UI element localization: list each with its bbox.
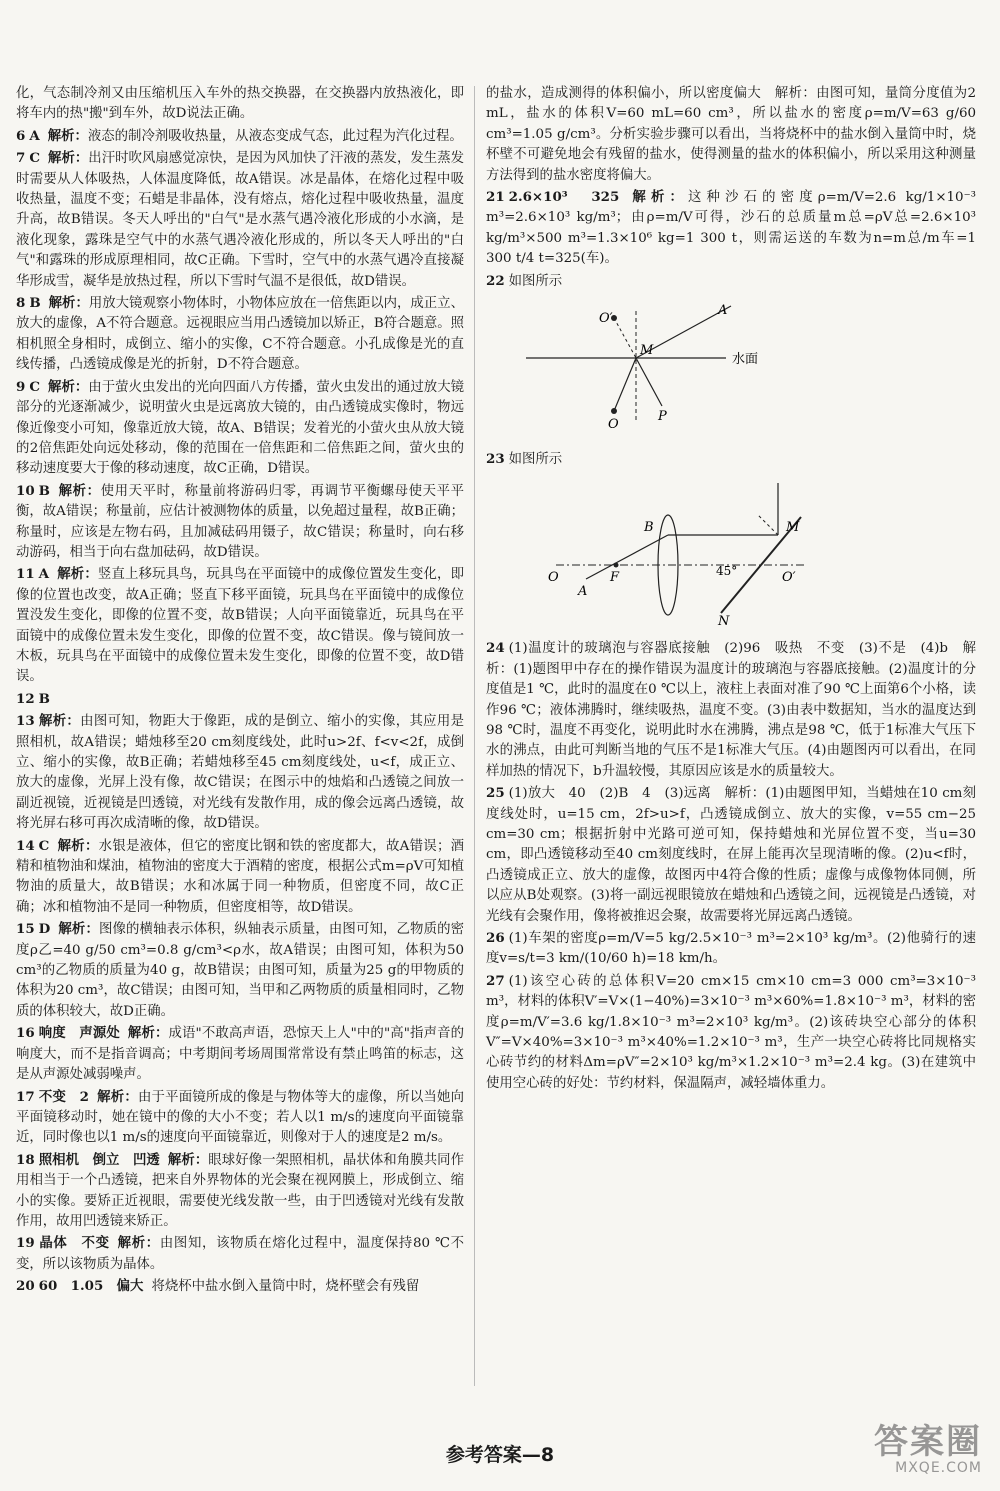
answer-text: 眼球好像一架照相机，晶状体和角膜共同作用相当于一个凸透镜，把来自外界物体的光会聚在视网膜上，形成倒立、缩小的实像。要矫正近视眼，需要使光线发散一些，由于凹透镜对光线有发散作用，故用凹透镜来矫正。 xyxy=(16,1152,465,1229)
answer-item xyxy=(486,638,976,782)
analysis-label: 解析： xyxy=(38,713,81,730)
question-number: 24 xyxy=(486,640,505,657)
answer-item xyxy=(16,564,464,687)
answer-item xyxy=(486,783,976,927)
answer-text: 如图所示 xyxy=(508,273,563,289)
analysis-label: 解析： xyxy=(58,921,99,938)
answer-item xyxy=(16,481,464,564)
answer-item xyxy=(16,126,464,147)
watermark-logo xyxy=(822,1424,982,1480)
question-number: 27 xyxy=(486,972,505,989)
ray-from-o xyxy=(614,358,636,411)
label-b: B xyxy=(644,519,654,535)
answer-value: B xyxy=(29,295,41,312)
answer-item xyxy=(486,971,976,1094)
analysis-label: 解析： xyxy=(627,189,689,206)
analysis-label: 解析： xyxy=(47,127,88,144)
label-a: A xyxy=(718,303,728,319)
answer-item xyxy=(16,1276,464,1297)
analysis-label: 解析： xyxy=(48,378,89,395)
figure-23-lens-mirror xyxy=(486,475,976,632)
question-number: 13 xyxy=(16,713,35,730)
question-number: 19 xyxy=(16,1235,35,1252)
ray-to-p xyxy=(636,358,662,406)
mirror-normal xyxy=(758,515,778,535)
watermark-main: 答案圈 xyxy=(874,1422,982,1462)
answer-text: 竖直上移玩具鸟，玩具鸟在平面镜中的成像位置发生变化，即像的位置也改变，故A正确；竖直下移平面镜，玩具鸟在平面镜中的成像位置没发生变化，即像的位置不变，故B错误；人向平面镜靠近，玩具鸟在平面镜中的成像位置未发生变化，即像的位置不变，故C错误。像与镜间放一木板，玩具鸟在平面镜中的成像位置未发生变化，即像的位置不变，故D错误。 xyxy=(16,567,465,685)
question-number: 20 xyxy=(16,1278,35,1295)
question-number: 9 xyxy=(16,378,26,395)
answer-item xyxy=(486,271,976,292)
answer-value: B xyxy=(38,482,50,499)
question-number: 11 xyxy=(16,566,35,583)
answer-value: 晶体 不变 xyxy=(38,1235,110,1252)
analysis-label: 解析： xyxy=(127,1025,169,1042)
answer-text: 如图所示 xyxy=(508,452,563,468)
answer-value: 不变 2 xyxy=(38,1088,89,1105)
question-number: 18 xyxy=(16,1151,35,1168)
answer-value: B xyxy=(38,690,50,707)
answer-item xyxy=(16,1233,464,1275)
dashed-ray-upper xyxy=(614,318,636,358)
answer-item xyxy=(16,1087,464,1149)
left-column xyxy=(16,84,464,1299)
answer-value: 响度 声源处 xyxy=(38,1025,120,1042)
question-number: 14 xyxy=(16,837,35,854)
question-number: 21 xyxy=(486,189,505,206)
question-number: 23 xyxy=(486,451,505,468)
answer-value: 照相机 倒立 凹透 xyxy=(38,1151,160,1168)
analysis-label: 解析： xyxy=(57,482,101,499)
answer-text: 用放大镜观察小物体时，小物体应放在一倍焦距以内，成正立、放大的虚像，A不符合题意。远视眼应当用凸透镜加以矫正，B符合题意。照相机照全身相时，成倒立、缩小的实像，C不符合题意。小孔成像是光的直线传播，凸透镜成像是光的折射，D不符合题意。 xyxy=(16,296,465,373)
answer-item xyxy=(16,377,464,480)
figure-22-refraction xyxy=(486,296,976,443)
label-o: O xyxy=(548,569,559,585)
refraction-diagram xyxy=(486,296,786,436)
answer-text: 由于平面镜所成的像是与物体等大的虚像，所以当她向平面镜移动时，她在镜中的像的大小不变；若人以1 m/s的速度向平面镜靠近，同时像也以1 m/s的速度向平面镜靠近，则像对于人的速度是2 m/s。 xyxy=(16,1089,465,1146)
answer-value: C xyxy=(29,150,40,167)
answer-text: 水银是液体，但它的密度比钢和铁的密度都大，故A错误；酒精和植物油和煤油，植物油的密度大于酒精的密度，根据公式m=ρV可知植物油的质量大，故B错误；水和冰属于同一种物质，但密度不同，故C正确；冰和植物油不是同一种物质，但密度相等，故D错误。 xyxy=(16,838,465,915)
label-o-prime: O′ xyxy=(599,311,613,327)
label-m: M xyxy=(640,343,654,359)
answer-text: (1)车架的密度ρ=m/V=5 kg/2.5×10⁻³ m³=2×10³ kg/m³。(2)他骑行的速度v=s/t=3 km/(10/60 h)=18 km/h。 xyxy=(486,930,976,967)
answer-item xyxy=(486,84,976,186)
answer-item xyxy=(16,919,464,1022)
question-number: 22 xyxy=(486,272,505,289)
right-column xyxy=(486,84,976,1095)
answer-value: 60 1.05 偏大 xyxy=(38,1278,144,1295)
watermark-sub: MXQE.COM xyxy=(895,1460,982,1476)
label-a: A xyxy=(578,583,588,599)
analysis-label: 解析： xyxy=(57,837,99,854)
question-number: 16 xyxy=(16,1025,35,1042)
analysis-label: 解析： xyxy=(96,1088,138,1105)
lens-mirror-diagram xyxy=(486,475,826,625)
question-number: 25 xyxy=(486,785,505,802)
answer-text: 液态的制冷剂吸收热量，从液态变成气态，此过程为汽化过程。 xyxy=(87,128,463,144)
label-n: N xyxy=(718,613,730,625)
answer-value: A xyxy=(38,566,50,583)
answer-item xyxy=(16,84,464,125)
label-p: P xyxy=(658,409,667,425)
label-o: O xyxy=(608,417,619,433)
answer-text: 图像的横轴表示体积，纵轴表示质量，由图可知，乙物质的密度ρ乙=40 g/50 cm³=0.8 g/cm³<ρ水，故A错误；由图可知，体积为50 cm³的乙物质的质量为40 g，故B错误；由图可知，质量为25 g的甲物质的体积为20 cm³，故C错误；由图可知，当甲和乙两物质的质量相同时，乙物质的体积较大，故D正确。 xyxy=(16,922,465,1019)
analysis-label: 解析： xyxy=(48,150,89,167)
label-o-prime: O′ xyxy=(782,569,796,585)
label-f: F xyxy=(610,569,620,585)
answer-text: (1)该空心砖的总体积V=20 cm×15 cm×10 cm=3 000 cm³=3×10⁻³ m³，材料的体积V′=V×(1−40%)=3×10⁻³ m³×60%=1.8×10⁻³ m³，材料的密度ρ=m/V′=3.6 kg/1.8×10⁻³ m³=2×10³ kg/m³。(2)该砖块空心部分的体积V″=V×40%=3×10⁻³ m³×40%=1.2×10⁻³ m³，生产一块空心砖将比同规格实心砖节约的材料Δm=ρV″=2×10³ kg/m³×1.2×10⁻³ m³=2.4 kg。(3)在建筑中使用空心砖的好处：节约材料，保温隔声，减轻墙体重力。 xyxy=(486,973,976,1091)
question-number: 12 xyxy=(16,690,35,707)
label-water-surface: 水面 xyxy=(732,352,759,368)
answer-text: (1)放大 40 (2)B 4 (3)远离 解析：(1)由题图甲知，当蜡烛在10 cm刻度线处时，u=15 cm，2f>u>f，凸透镜成倒立、放大的实像，v=55 cm−25 cm=30 cm；根据折射中光路可逆可知，保持蜡烛和光屏位置不变，当u=30 cm，即凸透镜移动至40 cm刻度线时，在屏上能再次呈现清晰的像。(2)u<f时，凸透镜成正立、放大的虚像，故图丙中4符合像的性质；虚像与成像物体同侧，所以应从B处观察。(3)将一副远视眼镜放在蜡烛和凸透镜之间，远视镜是凸透镜，对光线有会聚作用，像将被推迟会聚，故需要将光屏远离凸透镜。 xyxy=(486,786,976,924)
answer-item xyxy=(16,711,464,834)
answer-item xyxy=(16,1023,464,1085)
answer-item xyxy=(486,449,976,470)
answer-text: 由图知，该物质在熔化过程中，温度保持80 ℃不变，所以该物质为晶体。 xyxy=(16,1236,465,1272)
answer-item xyxy=(16,689,464,710)
answer-value: 2.6×10³ 325 xyxy=(508,189,620,206)
point-o xyxy=(611,408,617,414)
answer-text: 使用天平时，称量前将游码归零，再调节平衡螺母使天平平衡，故A错误；称量前，应估计被测物体的质量，以免超过量程，故B正确；称量时，应该是左物右码，且加减砝码用镊子，故C错误；称量时，向右移动游码，相当于向右盘加砝码，故D错误。 xyxy=(16,483,465,560)
answer-value: C xyxy=(38,837,50,854)
analysis-label: 解析： xyxy=(167,1151,209,1168)
answer-item xyxy=(16,293,464,376)
answer-value: D xyxy=(38,921,51,938)
analysis-label: 解析： xyxy=(57,566,98,583)
answer-item xyxy=(16,148,464,292)
label-m: M xyxy=(786,519,800,535)
question-number: 6 xyxy=(16,127,26,144)
question-number: 17 xyxy=(16,1088,35,1105)
answer-item xyxy=(16,836,464,919)
label-angle: 45° xyxy=(716,563,738,578)
answer-text: 化，气态制冷剂又由压缩机压入车外的热交换器，在交换器内放热液化，即将车内的热"搬"到车外，故D说法正确。 xyxy=(16,86,464,122)
answer-value: C xyxy=(29,378,40,395)
answer-text: 成语"不敢高声语，恐惊天上人"中的"高"指声音的响度大，而不是指音调高；中考期间考场周围常常设有禁止鸣笛的标志，这是从声源处减弱噪声。 xyxy=(16,1026,465,1083)
answer-item xyxy=(486,187,976,270)
answer-item xyxy=(486,928,976,970)
question-number: 7 xyxy=(16,150,26,167)
answer-text: 这种沙石的密度ρ=m/V=2.6 kg/1×10⁻³ m³=2.6×10³ kg/m³；由ρ=m/V可得，沙石的总质量m总=ρV总=2.6×10³ kg/m³×500 m³=1.3×10⁶ kg=1 300 t，则需运送的车数为n=m总/m车=1 300 t/4 t=325(车)。 xyxy=(486,190,977,267)
incident-ray xyxy=(586,535,668,579)
question-number: 26 xyxy=(486,929,505,946)
answer-text: 出汗时吹风扇感觉凉快，是因为风加快了汗液的蒸发，发生蒸发时需要从人体吸热，人体温度降低，故A错误。冰是晶体，在熔化过程中吸收热量，温度不变；石蜡是非晶体，没有熔点，熔化过程中吸收热量，温度升高，故B错误。冬天人呼出的"白气"是水蒸气遇冷液化形成的小水滴，是液化现象，露珠是空气中的水蒸气遇冷液化形成的，所以冬天人呼出的"白气"和露珠的形成原理相同，故C正确。下雪时，空气中的水蒸气遇冷直接凝华形成雪，凝华是放热过程，所以下雪时气温不是很低，故D错误。 xyxy=(16,151,465,289)
answer-text: 将烧杯中盐水倒入量筒中时，烧杯壁会有残留 xyxy=(151,1279,420,1295)
answer-text: 的盐水，造成测得的体积偏小，所以密度偏大 解析：由图可知，量筒分度值为2 mL，盐水的体积V=60 mL=60 cm³，所以盐水的密度ρ=m/V=63 g/60 cm³=1.05 g/cm³。分析实验步骤可以看出，当将烧杯中的盐水倒入量筒中时，烧杯壁不可避免地会有残留的盐水，使得测量的盐水的体积偏小，所以采用这种测量方法得到的盐水密度将偏大。 xyxy=(486,86,976,183)
column-divider xyxy=(474,86,475,1386)
answer-text: (1)温度计的玻璃泡与容器底接触 (2)96 吸热 不变 (3)不是 (4)b 解析：(1)题图甲中存在的操作错误为温度计的玻璃泡与容器底接触。(2)温度计的分度值是1 ℃，此时的温度在0 ℃以上，液柱上表面对准了90 ℃上面第6个小格，读作96 ℃；液体沸腾时，继续吸热，温度不变。(3)由表中数据知，当水的温度达到98 ℃时，温度不再变化，说明此时水在沸腾，沸点是98 ℃，低于1标准大气压下水的沸点，由此可判断当地的气压不是1标准大气压。(4)由题图丙可以看出，在同样加热的情况下，b升温较慢，其原因应该是水的质量较大。 xyxy=(486,641,976,779)
answer-value: A xyxy=(29,127,40,144)
page-footer: 参考答案—8 xyxy=(445,1444,555,1466)
answer-text: 由图可知，物距大于像距，成的是倒立、缩小的实像，其应用是照相机，故A错误；蜡烛移至20 cm刻度线处，此时u>2f、f<v<2f，成倒立、缩小的实像，故B正确；若蜡烛移至45 cm刻度线处，u<f，成正立、放大的虚像，光屏上没有像，故C错误；在图示中的烛焰和凸透镜之间放一副近视镜，近视镜是凹透镜，对光线有发散作用，成的像会远离凸透镜，故将光屏右移可再次成清晰的像，故D错误。 xyxy=(16,714,465,832)
question-number: 15 xyxy=(16,921,35,938)
question-number: 8 xyxy=(16,295,26,312)
analysis-label: 解析： xyxy=(117,1235,160,1252)
answer-text: 由于萤火虫发出的光向四面八方传播，萤火虫发出的通过放大镜部分的光逐渐减少，说明萤火虫是远离放大镜的，由凸透镜成实像时，物远像近像变小可知，像靠近放大镜，故A、B错误；发着光的小萤火虫从放大镜的2倍焦距处向远处移动，像的范围在一倍焦距和二倍焦距之间，萤火虫的移动速度要大于像的移动速度，故C正确，D错误。 xyxy=(16,379,465,477)
question-number: 10 xyxy=(16,482,35,499)
analysis-label: 解析： xyxy=(48,295,89,312)
answer-item xyxy=(16,1150,464,1233)
